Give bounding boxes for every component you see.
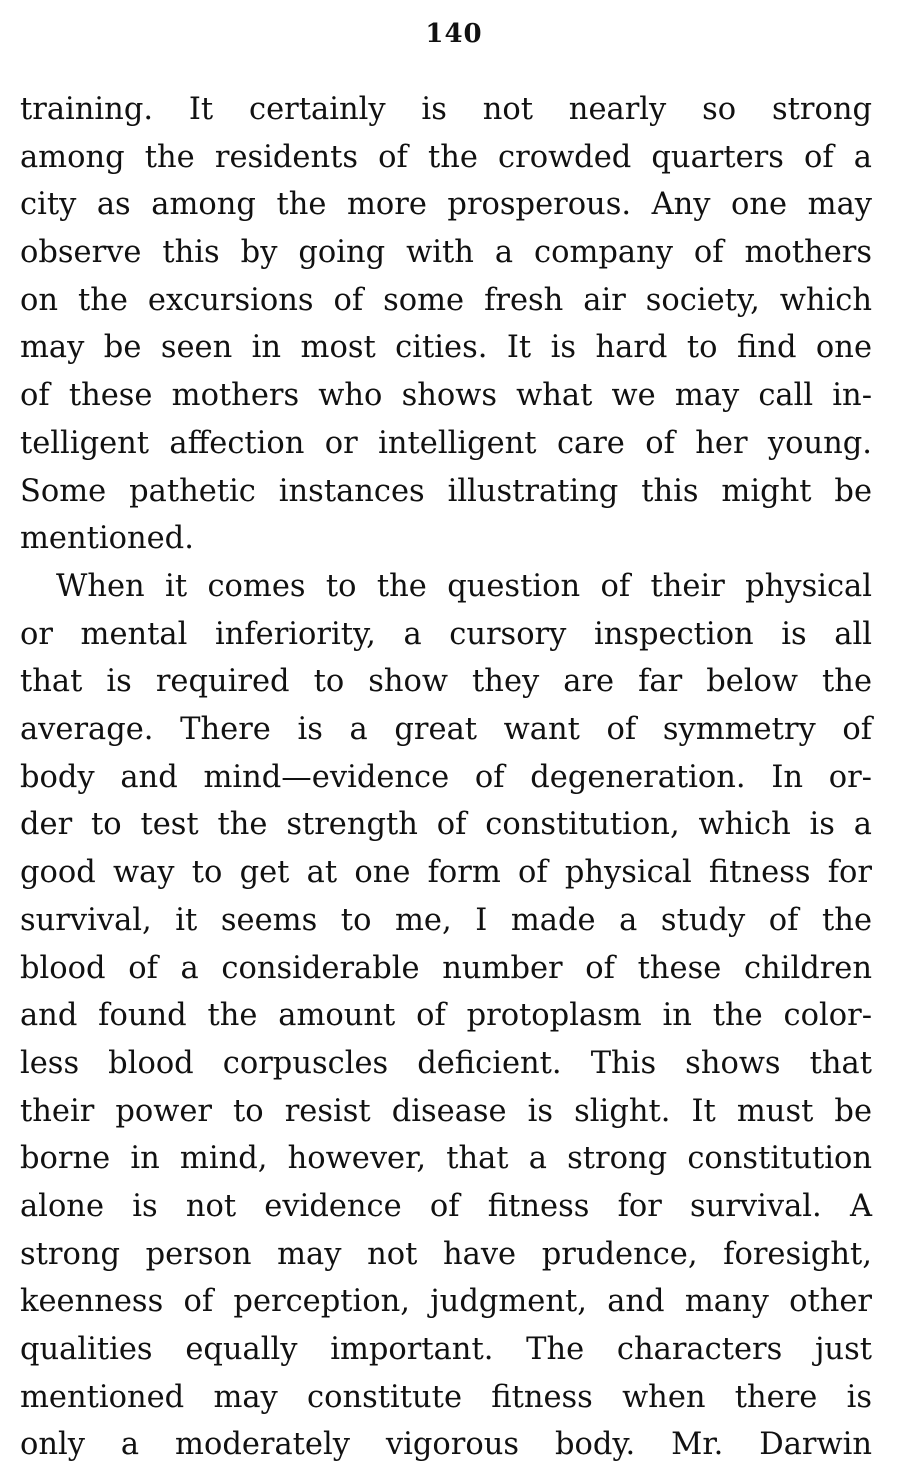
paragraph-1 (20, 86, 872, 563)
text-line: mentioned may constitute fitness when there is (20, 1379, 872, 1415)
text-line: body and mind—evidence of degeneration. In or- (20, 759, 872, 795)
text-line: among the residents of the crowded quarters of a (20, 139, 872, 175)
text-line: der to test the strength of constitution, which is a (20, 807, 872, 843)
text-line: and found the amount of protoplasm in the color- (20, 998, 872, 1034)
text-line: mentioned. (20, 521, 194, 557)
text-line: of these mothers who shows what we may call in- (20, 378, 872, 414)
text-line: on the excursions of some fresh air society, which (20, 282, 872, 318)
text-line: keenness of perception, judgment, and many other (20, 1284, 872, 1320)
text-line: only a moderately vigorous body. Mr. Darwin (20, 1427, 872, 1463)
text-line: borne in mind, however, that a strong constitution (20, 1141, 872, 1177)
text-line: or mental inferiority, a cursory inspection is all (20, 616, 872, 652)
text-line: When it comes to the question of their physical (56, 569, 872, 604)
paragraph-2 (20, 563, 872, 1469)
text-line: strong person may not have prudence, foresight, (20, 1236, 872, 1272)
text-line: that is required to show they are far below the (20, 664, 872, 700)
text-line: alone is not evidence of fitness for survival. A (20, 1188, 872, 1224)
text-line: observe this by going with a company of mothers (20, 235, 872, 271)
text-line: good way to get at one form of physical fitness for (20, 855, 872, 891)
text-line: Some pathetic instances illustrating this might be (20, 473, 872, 509)
text-line: may be seen in most cities. It is hard to find one (20, 330, 872, 366)
text-line: qualities equally important. The characters just (20, 1332, 872, 1367)
text-line: survival, it seems to me, I made a study of the (20, 902, 872, 938)
text-line: blood of a considerable number of these children (20, 950, 872, 986)
text-line: city as among the more prosperous. Any one may (20, 187, 872, 223)
text-line: less blood corpuscles deficient. This shows that (20, 1045, 872, 1081)
text-line: their power to resist disease is slight. It must be (20, 1093, 872, 1129)
text-line: training. It certainly is not nearly so strong (20, 92, 872, 127)
text-line: average. There is a great want of symmetry of (20, 712, 872, 748)
text-line: telligent affection or intelligent care of her young. (20, 425, 872, 461)
page-number: 140 (425, 19, 483, 49)
